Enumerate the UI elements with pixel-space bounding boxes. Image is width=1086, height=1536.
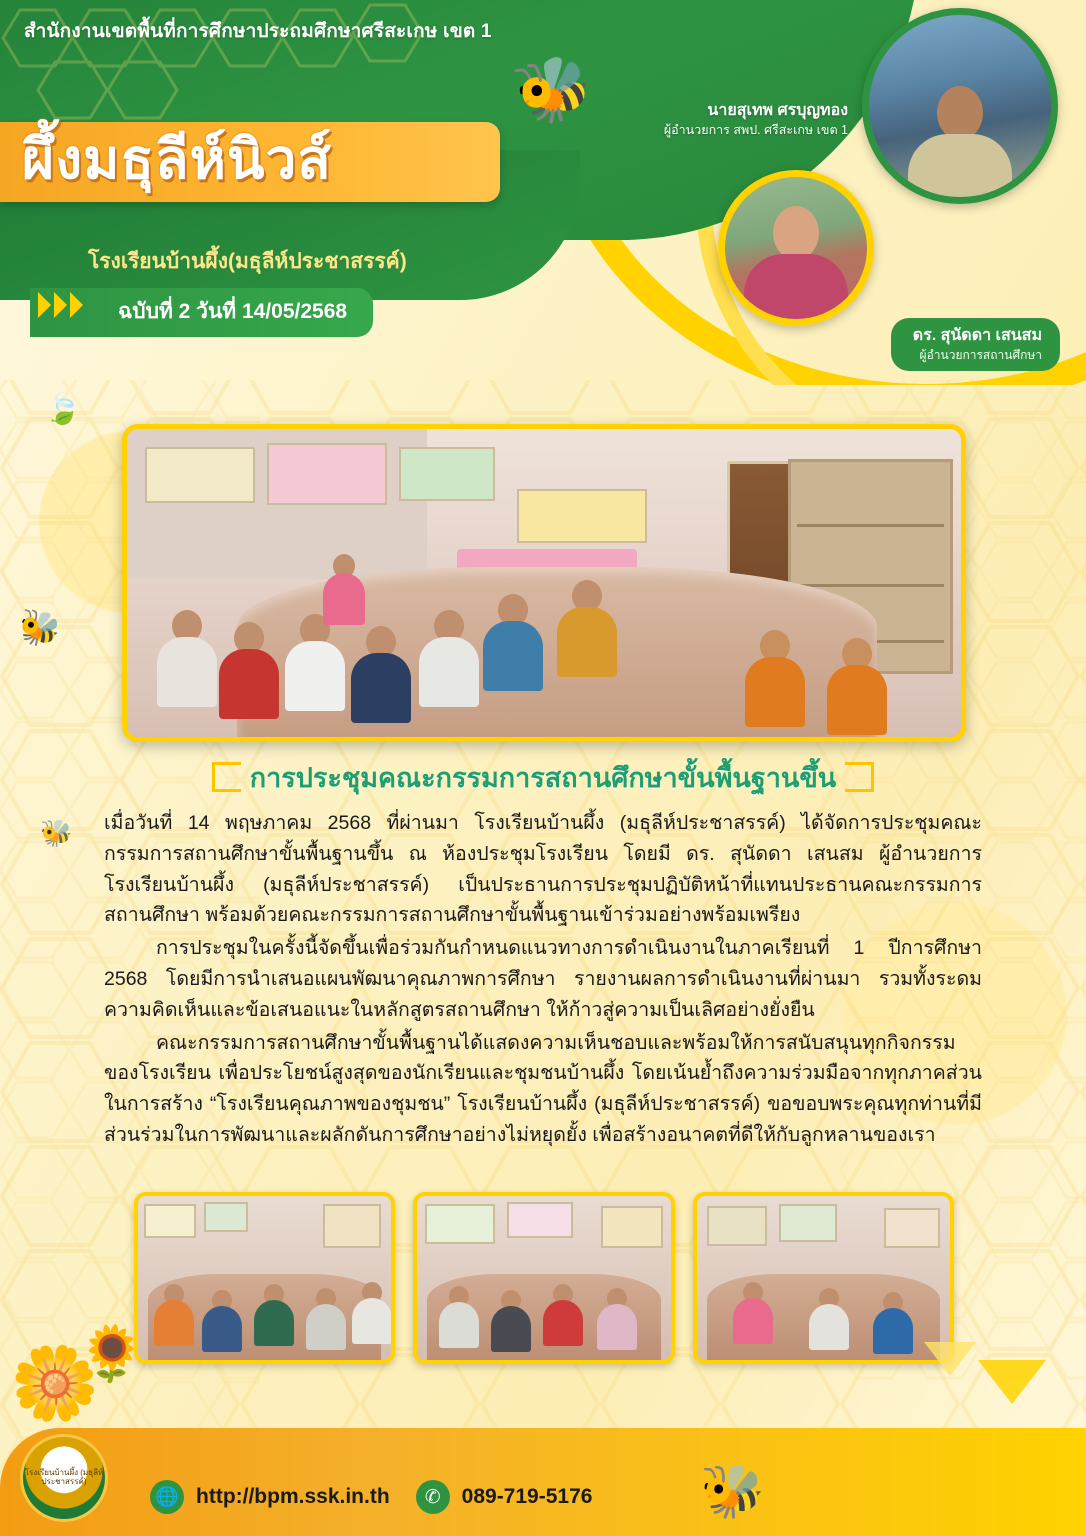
attendee — [219, 622, 279, 719]
attendee — [157, 610, 217, 707]
bee-flower-icon: 🐝 — [700, 1463, 765, 1521]
article-paragraph-2: การประชุมในครั้งนี้จัดขึ้นเพื่อร่วมกันกำหนดแนวทางการดำเนินงานในภาคเรียนที่ 1 ปีการศึกษา 2568 โดยมีการนำเสนอแผนพัฒนาคุณภาพการศึกษา รายงานผลการดำเนินงานที่ผ่านมา รวมทั้งระดมความคิดเห็นและข้อเสนอแนะในหลักสูตรสถานศึกษา ให้ก้าวสู่ความเป็นเลิศอย่างยั่งยืน — [104, 937, 982, 1021]
school-logo — [20, 1434, 108, 1522]
attendee — [483, 594, 543, 691]
globe-icon: 🌐 — [150, 1480, 184, 1514]
school-name: โรงเรียนบ้านผึ้ง(มธุลีห์ประชาสรรค์) — [88, 250, 407, 273]
page-header — [0, 0, 1086, 385]
standing-teacher — [323, 554, 365, 625]
gallery-photo-2 — [413, 1192, 674, 1364]
issue-badge: ฉบับที่ 2 วันที่ 14/05/2568 — [30, 288, 373, 337]
website-url[interactable]: http://bpm.ssk.in.th — [196, 1485, 390, 1508]
school-logo-text: โรงเรียนบ้านผึ้ง (มธุลีห์ประชาสรรค์) — [24, 1468, 104, 1486]
photo-gallery — [134, 1192, 954, 1364]
notice-board-1 — [145, 447, 255, 503]
flower-icon: 🌼 — [10, 1344, 100, 1424]
attendee — [557, 580, 617, 677]
director-role: ผู้อำนวยการ สพป. ศรีสะเกษ เขต 1 — [663, 122, 848, 137]
monk-attendee — [827, 638, 887, 735]
monk-attendee — [745, 630, 805, 727]
director-name-tag — [664, 100, 848, 138]
bee-icon-decor-2: 🐝 — [40, 818, 73, 848]
article-paragraph-3: คณะกรรมการสถานศึกษาขั้นพื้นฐานได้แสดงความเห็นชอบและพร้อมให้การสนับสนุนทุกกิจกรรมของโรงเรียน เพื่อประโยชน์สูงสุดของนักเรียนและชุมชนบ้านผึ้ง โดยเน้นย้ำถึงความร่วมมือจากทุกภาคส่วนในการสร้าง “โรงเรียนคุณภาพของชุมชน” โรงเรียนบ้านผึ้ง (มธุลีห์ประชาสรรค์) ขอขอบพระคุณทุกท่านที่มีส่วนร่วมในการพัฒนาและผลักดันการศึกษาอย่างไม่หยุดยั้ง เพื่อสร้างอนาคตที่ดีให้กับลูกหลานของเรา — [104, 1031, 982, 1146]
article-body — [104, 808, 982, 1153]
triangle-decoration-2 — [924, 1342, 976, 1376]
attendee — [419, 610, 479, 707]
triangle-decoration — [978, 1360, 1046, 1404]
director-photo — [862, 8, 1058, 204]
office-name: สำนักงานเขตพื้นที่การศึกษาประถมศึกษาศรีสะเกษ เขต 1 — [24, 21, 492, 42]
principal-name: ดร. สุนัดดา เสนสม — [912, 327, 1042, 344]
article-paragraph-1: เมื่อวันที่ 14 พฤษภาคม 2568 ที่ผ่านมา โรงเรียนบ้านผึ้ง (มธุลีห์ประชาสรรค์) ได้จัดการประชุมคณะกรรมการสถานศึกษาขั้นพื้นฐานขึ้น ณ ห้องประชุมโรงเรียน โดยมี ดร. สุนัดดา เสนสม ผู้อำนวยการโรงเรียนบ้านผึ้ง (มธุลีห์ประชาสรรค์) เป็นประธานการประชุมปฏิบัติหน้าที่แทนประธานคณะกรรมการสถานศึกษา พร้อมด้วยคณะกรรมการสถานศึกษาขั้นพื้นฐานเข้าร่วมอย่างพร้อมเพรียง — [104, 812, 982, 927]
principal-role: ผู้อำนวยการสถานศึกษา — [919, 347, 1042, 362]
phone-contact[interactable] — [416, 1480, 593, 1514]
principal-name-tag — [891, 318, 1060, 371]
phone-number[interactable]: 089-719-5176 — [461, 1485, 593, 1508]
flower-icon-2: 🌻 — [78, 1324, 146, 1384]
notice-board-2 — [267, 443, 387, 505]
chevron-right-icon — [38, 292, 83, 318]
notice-board-4 — [517, 489, 647, 543]
section-heading-wrap — [0, 756, 1086, 799]
director-name: นายสุเทพ ศรบุญทอง — [707, 102, 848, 119]
website-contact[interactable] — [150, 1480, 390, 1514]
page-title: ผึ้งมธุลีห์นิวส์ — [22, 128, 332, 190]
gallery-photo-1 — [134, 1192, 395, 1364]
attendee — [351, 626, 411, 723]
main-photo — [122, 424, 966, 742]
bee-icon: 🐝 — [508, 48, 599, 133]
phone-icon: ✆ — [416, 1480, 450, 1514]
gallery-photo-3 — [693, 1192, 954, 1364]
leaf-icon: 🍃 — [44, 393, 82, 426]
notice-board-3 — [399, 447, 495, 501]
bee-icon-decor: 🐝 — [14, 605, 65, 653]
footer-contacts — [150, 1480, 592, 1514]
attendee — [285, 614, 345, 711]
principal-photo — [718, 170, 874, 326]
section-heading: การประชุมคณะกรรมการสถานศึกษาขั้นพื้นฐานขึ้น — [208, 756, 879, 799]
main-photo-scene — [127, 429, 961, 737]
